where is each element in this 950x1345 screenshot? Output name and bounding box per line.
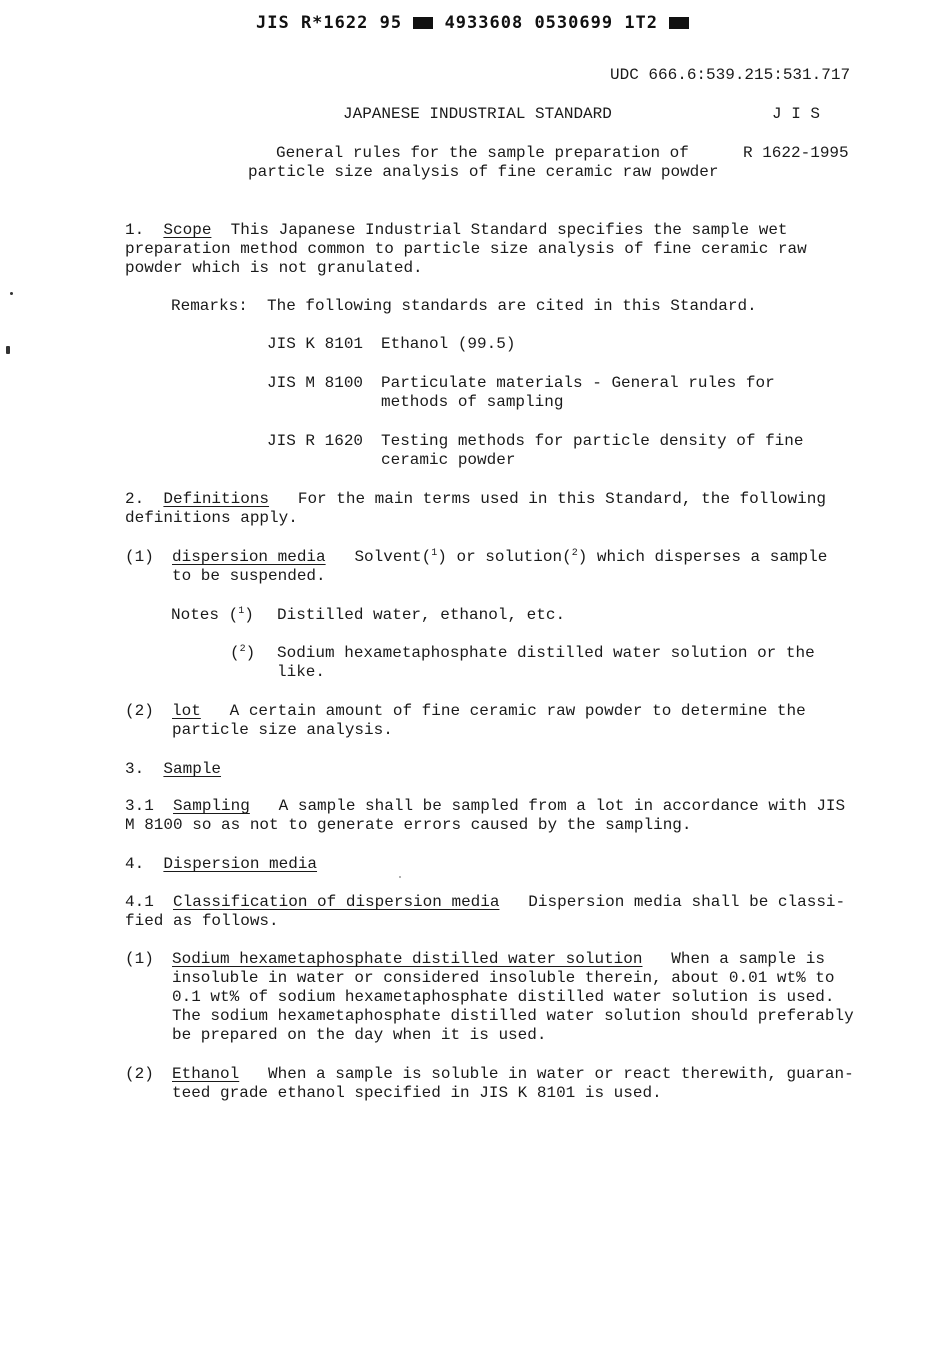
doc-title-line2: particle size analysis of fine ceramic raw powder (248, 163, 719, 181)
redaction-block (413, 17, 433, 29)
section-2-heading (125, 490, 826, 509)
footnote-mark: 2 (239, 644, 246, 655)
footnote-ref: 2 (571, 548, 578, 559)
section-3-heading (125, 760, 221, 779)
section-number: 3. (125, 760, 145, 778)
note-text: Distilled water, ethanol, etc. (277, 606, 566, 624)
notes-paren: ) (245, 644, 256, 662)
cited-standard-code: JIS R 1620 (267, 432, 364, 450)
definition-number: (2) (125, 702, 154, 720)
item-text: insoluble in water or considered insoluble therein, about 0.01 wt% to (172, 969, 835, 987)
section-1-heading (125, 221, 788, 240)
section-number: 2. (125, 490, 145, 508)
item-number: (2) (125, 1065, 154, 1083)
note-text: Sodium hexametaphosphate distilled water solution or the (277, 644, 815, 662)
doc-title-line1: General rules for the sample preparation of (276, 144, 689, 162)
item-number: (1) (125, 950, 154, 968)
stamp-code: JIS R*1622 95 (256, 13, 403, 33)
note-text: like. (277, 663, 326, 681)
cited-standard-title: methods of sampling (381, 393, 564, 411)
section-number: 1. (125, 221, 145, 239)
note-2 (230, 644, 255, 663)
scan-speck (6, 346, 10, 354)
scan-speck (10, 292, 13, 295)
item-term: Sodium hexametaphosphate distilled water solution (172, 950, 643, 968)
section-title: Definitions (163, 490, 270, 508)
item-term: Ethanol (172, 1065, 240, 1083)
subsection-4-1 (125, 893, 845, 912)
paragraph-text: preparation method common to particle size analysis of fine ceramic raw (125, 240, 807, 258)
cited-standard-title: Ethanol (99.5) (381, 335, 516, 353)
cited-standard-code: JIS M 8100 (267, 374, 364, 392)
subsection-title: Classification of dispersion media (173, 893, 500, 911)
jis-mark: J I S (772, 105, 821, 123)
media-item-2 (172, 1065, 854, 1084)
standard-number: R 1622-1995 (743, 144, 849, 162)
paragraph-text: For the main terms used in this Standard, the following (297, 490, 826, 508)
redaction-block (669, 17, 689, 29)
scan-speck (399, 876, 401, 878)
subsection-title: Sampling (173, 797, 250, 815)
subsection-number: 3.1 (125, 797, 154, 815)
section-4-heading (125, 855, 317, 874)
definition-term: dispersion media (172, 548, 326, 566)
cited-standard-title: Particulate materials - General rules for (381, 374, 775, 392)
subsection-number: 4.1 (125, 893, 154, 911)
notes-label: Notes ( (171, 606, 239, 624)
item-text: be prepared on the day when it is used. (172, 1026, 547, 1044)
definition-text: Solvent( (354, 548, 432, 566)
document-stamp (256, 14, 689, 33)
item-text: When a sample is soluble in water or react therewith, guaran- (268, 1065, 854, 1083)
item-text: When a sample is (671, 950, 825, 968)
cited-standard-title: Testing methods for particle density of fine (381, 432, 804, 450)
notes-paren: ) (244, 606, 254, 624)
media-item-1 (172, 950, 825, 969)
section-number: 4. (125, 855, 145, 873)
definition-text: to be suspended. (172, 567, 326, 585)
section-title: Dispersion media (163, 855, 318, 873)
item-text: 0.1 wt% of sodium hexametaphosphate distilled water solution is used. (172, 988, 835, 1006)
paragraph-text: Dispersion media shall be classi- (528, 893, 846, 911)
section-title: Scope (163, 221, 212, 239)
definition-text: A certain amount of fine ceramic raw powder to determine the (229, 702, 806, 720)
remarks-label: Remarks: (171, 297, 248, 315)
remarks-text: The following standards are cited in this Standard. (267, 297, 757, 315)
item-text: The sodium hexametaphosphate distilled water solution should preferably (172, 1007, 854, 1025)
cited-standard-title: ceramic powder (381, 451, 516, 469)
note-1 (171, 606, 254, 625)
udc-number: UDC 666.6:539.215:531.717 (610, 66, 851, 84)
subsection-3-1 (125, 797, 845, 816)
paragraph-text: fied as follows. (125, 912, 279, 930)
definition-text: ) which disperses a sample (577, 548, 828, 566)
definition-text: particle size analysis. (172, 721, 393, 739)
definition-2 (172, 702, 806, 721)
definition-number: (1) (125, 548, 154, 566)
paragraph-text: M 8100 so as not to generate errors caused by the sampling. (125, 816, 692, 834)
stamp-serial: 4933608 0530699 1T2 (444, 13, 659, 33)
definition-1 (172, 548, 827, 567)
paragraph-text: powder which is not granulated. (125, 259, 423, 277)
cited-standard-code: JIS K 8101 (267, 335, 364, 353)
paragraph-text: definitions apply. (125, 509, 298, 527)
notes-paren: ( (230, 644, 240, 662)
paragraph-text: A sample shall be sampled from a lot in accordance with JIS (278, 797, 846, 815)
item-text: teed grade ethanol specified in JIS K 8101 is used. (172, 1084, 662, 1102)
org-title: JAPANESE INDUSTRIAL STANDARD (343, 105, 612, 123)
definition-text: ) or solution( (437, 548, 572, 566)
definition-term: lot (172, 702, 201, 720)
section-title: Sample (163, 760, 222, 778)
paragraph-text: This Japanese Industrial Standard specifies the sample wet (230, 221, 788, 239)
footnote-ref: 1 (431, 548, 438, 559)
footnote-mark: 1 (238, 606, 245, 617)
